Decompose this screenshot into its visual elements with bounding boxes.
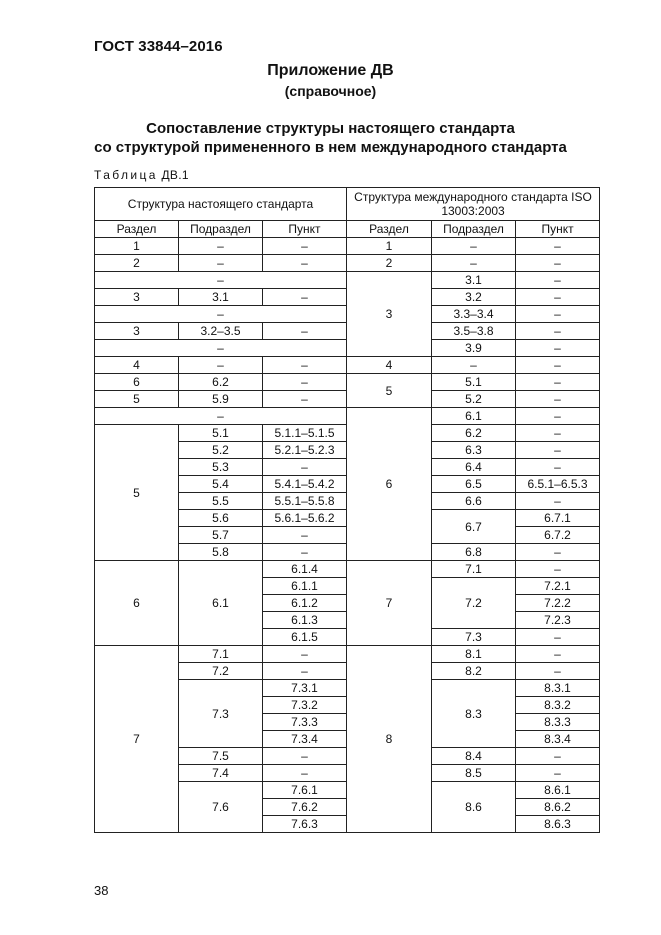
- table-cell: –: [95, 272, 347, 289]
- table-cell: –: [516, 255, 600, 272]
- table-cell: –: [432, 238, 516, 255]
- table-cell: 3.3–3.4: [432, 306, 516, 323]
- group-header-current: Структура настоящего стандарта: [95, 188, 347, 221]
- table-cell: 5: [347, 374, 432, 408]
- table-cell: 6.1.2: [263, 595, 347, 612]
- column-header: Пункт: [516, 221, 600, 238]
- table-cell: 2: [347, 255, 432, 272]
- table-cell: –: [263, 527, 347, 544]
- table-cell: 8.3.3: [516, 714, 600, 731]
- table-cell: –: [516, 289, 600, 306]
- table-row: [95, 561, 600, 578]
- table-cell: 3.9: [432, 340, 516, 357]
- table-body: [95, 238, 600, 833]
- table-cell: 6.5: [432, 476, 516, 493]
- title-line-1: Сопоставление структуры настоящего стандарта: [146, 120, 515, 137]
- table-column-header-row: [95, 221, 600, 238]
- table-cell: –: [516, 765, 600, 782]
- table-cell: 8.3.1: [516, 680, 600, 697]
- table-cell: 5.1: [179, 425, 263, 442]
- table-cell: 5.5: [179, 493, 263, 510]
- table-cell: 7.4: [179, 765, 263, 782]
- table-cell: 6.7.1: [516, 510, 600, 527]
- table-cell: 7.3.3: [263, 714, 347, 731]
- table-cell: 8.3: [432, 680, 516, 748]
- table-label-id: ДВ.1: [161, 168, 189, 182]
- table-cell: 5.5.1–5.5.8: [263, 493, 347, 510]
- table-cell: 7.3.2: [263, 697, 347, 714]
- table-cell: 7.2.1: [516, 578, 600, 595]
- table-cell: –: [516, 357, 600, 374]
- table-cell: 7.6.2: [263, 799, 347, 816]
- table-cell: –: [95, 340, 347, 357]
- table-cell: 8.6.3: [516, 816, 600, 833]
- table-cell: 6: [347, 408, 432, 561]
- appendix-subtitle: (справочное): [284, 83, 377, 99]
- table-cell: –: [516, 238, 600, 255]
- table-group-header-row: [95, 188, 600, 221]
- table-cell: –: [263, 323, 347, 340]
- title-line-2: со структурой примененного в нем международного стандарта: [94, 139, 567, 156]
- table-cell: 6.1: [179, 561, 263, 646]
- table-cell: 8: [347, 646, 432, 833]
- table-cell: –: [516, 306, 600, 323]
- table-cell: 7: [347, 561, 432, 646]
- table-cell: –: [263, 663, 347, 680]
- table-cell: 3.2: [432, 289, 516, 306]
- table-cell: –: [95, 408, 347, 425]
- table-cell: 3.1: [179, 289, 263, 306]
- table-cell: 8.2: [432, 663, 516, 680]
- table-cell: –: [516, 748, 600, 765]
- table-cell: 5.2.1–5.2.3: [263, 442, 347, 459]
- table-cell: 8.5: [432, 765, 516, 782]
- table-cell: –: [263, 765, 347, 782]
- table-cell: 6.5.1–6.5.3: [516, 476, 600, 493]
- table-row: [95, 238, 600, 255]
- table-cell: 3: [95, 323, 179, 340]
- table-cell: 7.3.1: [263, 680, 347, 697]
- table-cell: –: [263, 255, 347, 272]
- table-cell: 7.6: [179, 782, 263, 833]
- table-cell: –: [516, 408, 600, 425]
- table-cell: 7.6.1: [263, 782, 347, 799]
- table-cell: –: [516, 340, 600, 357]
- table-row: [95, 357, 600, 374]
- table-cell: –: [516, 442, 600, 459]
- table-cell: –: [516, 374, 600, 391]
- page-number: 38: [94, 883, 109, 898]
- table-cell: 6.2: [179, 374, 263, 391]
- table-cell: –: [263, 374, 347, 391]
- table-cell: 5.8: [179, 544, 263, 561]
- table-cell: –: [516, 323, 600, 340]
- table-cell: –: [263, 357, 347, 374]
- column-header: Раздел: [95, 221, 179, 238]
- table-cell: –: [516, 561, 600, 578]
- table-cell: –: [516, 646, 600, 663]
- table-cell: –: [263, 238, 347, 255]
- table-cell: 5.3: [179, 459, 263, 476]
- table-cell: 3.5–3.8: [432, 323, 516, 340]
- table-cell: 8.4: [432, 748, 516, 765]
- table-cell: 4: [347, 357, 432, 374]
- table-cell: 6.6: [432, 493, 516, 510]
- table-cell: 7.3.4: [263, 731, 347, 748]
- table-cell: –: [516, 663, 600, 680]
- appendix-title: Приложение ДВ: [267, 62, 394, 79]
- table-cell: –: [432, 255, 516, 272]
- table-cell: 6.4: [432, 459, 516, 476]
- table-cell: 6.2: [432, 425, 516, 442]
- table-cell: 7.6.3: [263, 816, 347, 833]
- table-cell: –: [516, 459, 600, 476]
- table-cell: 6.3: [432, 442, 516, 459]
- table-cell: 8.6.1: [516, 782, 600, 799]
- table-cell: –: [263, 748, 347, 765]
- table-cell: 7.3: [432, 629, 516, 646]
- table-cell: 6.7: [432, 510, 516, 544]
- table-cell: 7: [95, 646, 179, 833]
- table-cell: 3.2–3.5: [179, 323, 263, 340]
- table-cell: 5.1.1–5.1.5: [263, 425, 347, 442]
- table-cell: –: [263, 459, 347, 476]
- table-cell: 4: [95, 357, 179, 374]
- table-cell: 8.3.4: [516, 731, 600, 748]
- table-cell: –: [179, 357, 263, 374]
- table-cell: –: [516, 272, 600, 289]
- table-cell: 8.6: [432, 782, 516, 833]
- table-cell: 5: [95, 391, 179, 408]
- table-cell: 5.2: [179, 442, 263, 459]
- table-cell: –: [95, 306, 347, 323]
- table-cell: 7.1: [432, 561, 516, 578]
- column-header: Подраздел: [179, 221, 263, 238]
- table-label-prefix: Таблица: [94, 168, 158, 182]
- table-cell: 5.4.1–5.4.2: [263, 476, 347, 493]
- comparison-table: [94, 187, 600, 833]
- table-cell: 6.1.1: [263, 578, 347, 595]
- table-cell: 5.1: [432, 374, 516, 391]
- table-cell: –: [516, 629, 600, 646]
- table-cell: 6.8: [432, 544, 516, 561]
- table-cell: 1: [95, 238, 179, 255]
- table-cell: 6.1.3: [263, 612, 347, 629]
- table-cell: 6.1: [432, 408, 516, 425]
- table-cell: 8.6.2: [516, 799, 600, 816]
- table-cell: 6: [95, 561, 179, 646]
- table-cell: –: [516, 425, 600, 442]
- document-title: [0, 119, 661, 157]
- table-cell: 5.4: [179, 476, 263, 493]
- table-cell: –: [263, 289, 347, 306]
- table-cell: 3: [347, 272, 432, 357]
- table-row: [95, 408, 600, 425]
- column-header: Подраздел: [432, 221, 516, 238]
- table-cell: 5.6: [179, 510, 263, 527]
- table-cell: 7.3: [179, 680, 263, 748]
- document-number: ГОСТ 33844–2016: [94, 38, 223, 55]
- table-cell: 6.1.4: [263, 561, 347, 578]
- table-cell: 8.3.2: [516, 697, 600, 714]
- table-cell: –: [432, 357, 516, 374]
- table-cell: –: [516, 544, 600, 561]
- table-cell: 7.1: [179, 646, 263, 663]
- table-cell: –: [263, 391, 347, 408]
- table-cell: 5.7: [179, 527, 263, 544]
- table-cell: –: [179, 255, 263, 272]
- table-cell: 6: [95, 374, 179, 391]
- group-header-international: Структура международного стандарта ISO 13003:2003: [347, 188, 600, 221]
- table-cell: –: [516, 493, 600, 510]
- table-row: [95, 646, 600, 663]
- table-cell: 7.5: [179, 748, 263, 765]
- table-cell: –: [263, 544, 347, 561]
- table-label: [94, 168, 189, 182]
- table-cell: 3.1: [432, 272, 516, 289]
- table-cell: 5: [95, 425, 179, 561]
- table-row: [95, 272, 600, 289]
- table-cell: 2: [95, 255, 179, 272]
- table-cell: 7.2.3: [516, 612, 600, 629]
- column-header: Пункт: [263, 221, 347, 238]
- table-cell: –: [263, 646, 347, 663]
- table-cell: –: [516, 391, 600, 408]
- table-cell: 8.1: [432, 646, 516, 663]
- column-header: Раздел: [347, 221, 432, 238]
- table-cell: 6.1.5: [263, 629, 347, 646]
- table-cell: 7.2: [432, 578, 516, 629]
- table-cell: 7.2: [179, 663, 263, 680]
- table-cell: 3: [95, 289, 179, 306]
- table-cell: 5.9: [179, 391, 263, 408]
- table-cell: 6.7.2: [516, 527, 600, 544]
- table-cell: 5.2: [432, 391, 516, 408]
- table-cell: 1: [347, 238, 432, 255]
- table-row: [95, 255, 600, 272]
- table-row: [95, 374, 600, 391]
- table-cell: 5.6.1–5.6.2: [263, 510, 347, 527]
- table-cell: 7.2.2: [516, 595, 600, 612]
- table-cell: –: [179, 238, 263, 255]
